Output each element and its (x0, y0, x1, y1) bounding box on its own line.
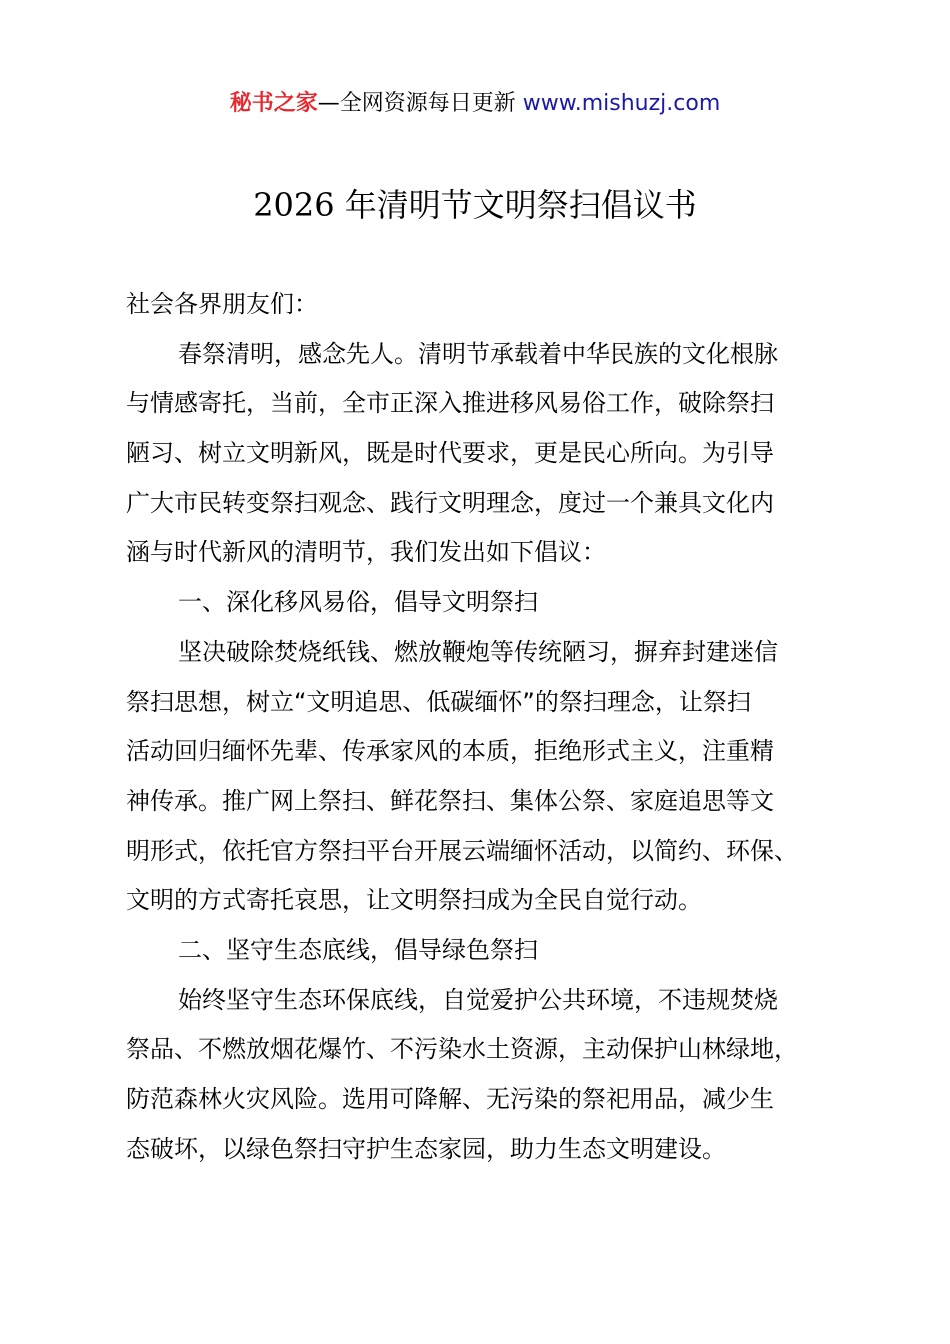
paragraph-line: 始终坚守生态环保底线，自觉爱护公共环境，不违规焚烧 (178, 985, 778, 1014)
site-tagline: —全网资源每日更新 (317, 91, 523, 116)
paragraph-line: 坚决破除焚烧纸钱、燃放鞭炮等传统陋习，摒弃封建迷信 (178, 637, 778, 666)
salutation: 社会各界朋友们： (126, 290, 318, 318)
paragraph-line: 陋习、树立文明新风，既是时代要求，更是民心所向。为引导 (126, 439, 774, 468)
document-body (126, 280, 838, 1174)
site-header (0, 88, 950, 120)
paragraph-line: 与情感寄托，当前，全市正深入推进移风易俗工作，破除祭扫 (126, 389, 774, 418)
paragraph-line: 祭品、不燃放烟花爆竹、不污染水土资源，主动保护山林绿地， (126, 1035, 798, 1064)
paragraph-line: 明形式，依托官方祭扫平台开展云端缅怀活动，以简约、环保、 (126, 836, 798, 865)
paragraph-line: 祭扫思想，树立“文明追思、低碳缅怀”的祭扫理念，让祭扫 (126, 687, 751, 716)
section-heading: 一、深化移风易俗，倡导文明祭扫 (178, 588, 538, 617)
paragraph-line: 态破坏，以绿色祭扫守护生态家园，助力生态文明建设。 (126, 1134, 726, 1163)
paragraph-line: 神传承。推广网上祭扫、鲜花祭扫、集体公祭、家庭追思等文 (126, 786, 774, 815)
document-title: 2026 年清明节文明祭扫倡议书 (253, 186, 697, 224)
site-url-link[interactable]: www.mishuzj.com (522, 91, 721, 116)
paragraph-line: 活动回归缅怀先辈、传承家风的本质，拒绝形式主义，注重精 (126, 737, 774, 766)
paragraph-line: 广大市民转变祭扫观念、践行文明理念，度过一个兼具文化内 (126, 488, 774, 517)
paragraph-line: 涵与时代新风的清明节，我们发出如下倡议： (126, 538, 606, 567)
paragraph-line: 文明的方式寄托哀思，让文明祭扫成为全民自觉行动。 (126, 886, 702, 915)
site-brand: 秘书之家 (229, 91, 318, 116)
paragraph-line: 春祭清明，感念先人。清明节承载着中华民族的文化根脉 (178, 339, 778, 368)
section-heading: 二、坚守生态底线，倡导绿色祭扫 (178, 935, 538, 964)
paragraph-line: 防范森林火灾风险。选用可降解、无污染的祭祀用品，减少生 (126, 1085, 774, 1113)
